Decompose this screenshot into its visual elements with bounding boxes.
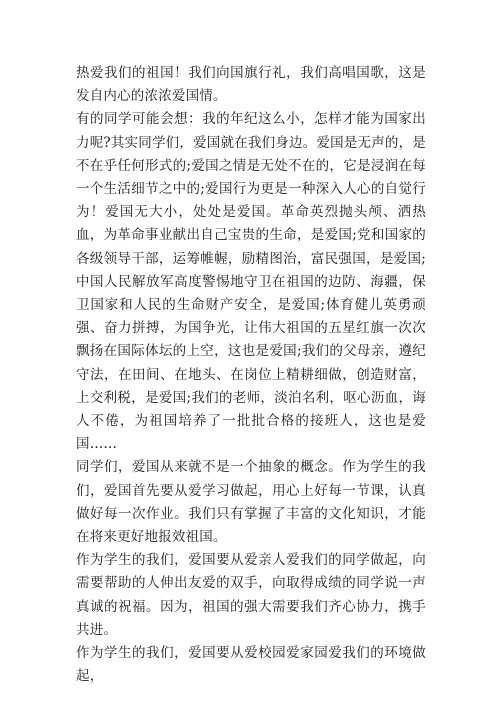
paragraph-love-learning: 同学们，爱国从来就不是一个抽象的概念。作为学生的我们，爱国首先要从爱学习做起，用心上好每一节课，认真做好每一次作业。我们只有掌握了丰富的文化知识，才能在将来更好地报效祖国。 — [76, 459, 426, 546]
paragraph-patriotic-love: 热爱我们的祖国！我们向国旗行礼，我们高唱国歌，这是发自内心的浓浓爱国情。 — [76, 65, 426, 105]
document-body — [76, 62, 426, 688]
paragraph-love-campus: 作为学生的我们，爱国要从爱校园爱家园爱我们的环境做起， — [76, 645, 426, 685]
paragraph-how-to-serve-country: 有的同学可能会想：我的年纪这么小，怎样才能为国家出力呢?其实同学们，爱国就在我们身边。爱国是无声的，是不在乎任何形式的;爱国之情是无处不在的，它是浸润在每一个生活细节之中的;爱国行为更是一种深入人心的自觉行为！爱国无大小，处处是爱国。革命英烈抛头颅、洒热血，为革命事业献出自己宝贵的生命，是爱国;党和国家的各级领导干部，运筹帷幄，励精图治，富民强国，是爱国;中国人民解放军高度警惕地守卫在祖国的边防、海疆，保卫国家和人民的生命财产安全，是爱国;体育健儿英勇顽强、奋力拼搏，为国争光，让伟大祖国的五星红旗一次次飘扬在国际体坛的上空，这也是爱国;我们的父母亲，遵纪守法，在田间、在地头、在岗位上精耕细做，创造财富，上交利税，是爱国;我们的老师，淡泊名利，呕心沥血，诲人不倦，为祖国培养了一批批合格的接班人，这也是爱国…… — [76, 111, 426, 453]
paragraph-love-classmates: 作为学生的我们，爱国要从爱亲人爱我们的同学做起，向需要帮助的人伸出友爱的双手，向取得成绩的同学说一声真诚的祝福。因为，祖国的强大需要我们齐心协力，携手共进。 — [76, 552, 426, 638]
